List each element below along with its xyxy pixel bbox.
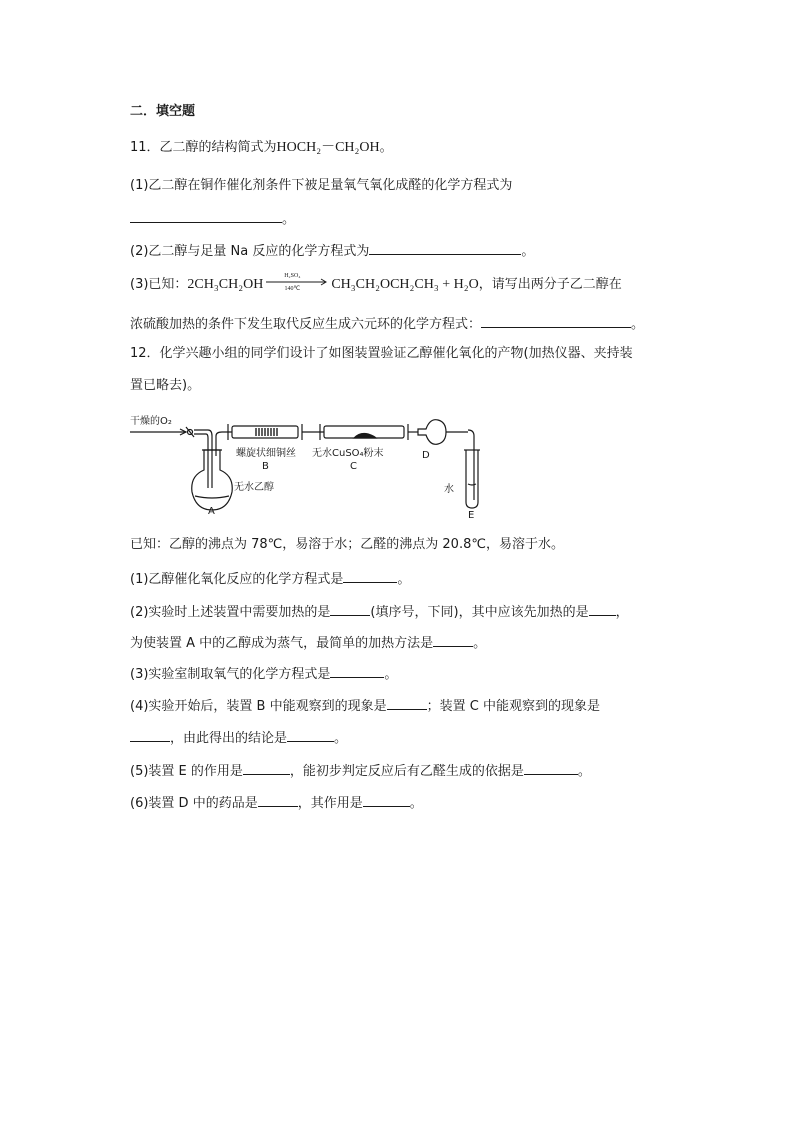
q11-part3-line2 [130, 314, 644, 334]
q12-part4-line2 [130, 728, 347, 748]
label-ethanol: 无水乙醇 [234, 482, 274, 493]
q12-part4-line2-text: ，由此得出的结论是 [170, 731, 288, 746]
q12-part5 [130, 761, 591, 781]
q11-part1-end: 。 [282, 212, 296, 227]
q12-part2-blank-2[interactable] [589, 602, 616, 616]
q12-part5-blank-1[interactable] [243, 761, 290, 775]
reaction-condition-top: H₂SO₄ [284, 273, 301, 279]
q12-part3-answer-blank[interactable] [330, 664, 384, 678]
q12-part2-text-a: (2)实验时上述装置中需要加热的是 [130, 605, 331, 620]
reaction-condition-bottom: 140℃ [284, 286, 301, 292]
label-copper: 螺旋状细铜丝 [236, 448, 296, 459]
q12-part6-text-b: ，其作用是 [297, 796, 363, 811]
q11-part2-text: (2)乙二醇与足量 Na 反应的化学方程式为 [130, 244, 370, 259]
q12-known: 已知：乙醇的沸点为 78℃，易溶于水；乙醛的沸点为 20.8℃，易溶于水。 [130, 537, 564, 552]
copper-coil [256, 428, 277, 436]
q11-stem [130, 139, 393, 157]
label-e: E [468, 510, 475, 518]
q12-part4-end: 。 [334, 731, 348, 746]
q11-part2 [130, 241, 534, 261]
label-a: A [208, 506, 215, 517]
label-b: B [262, 461, 269, 472]
q12-part5-text-b: ，能初步判定反应后有乙醛生成的依据是 [289, 764, 524, 779]
q11-structure-formula: HOCH₂－CH₂OH [276, 140, 380, 155]
q12-part2-line2-text: 为使装置 A 中的乙醇成为蒸气，最简单的加热方法是 [130, 636, 434, 651]
q12-part2 [130, 602, 629, 622]
label-cuso4: 无水CuSO₄粉末 [312, 448, 384, 459]
flask-a-liquid [195, 496, 229, 498]
q11-stem-suffix: 。 [379, 140, 393, 155]
q11-part3-reactant: 2CH₃CH₂OH [187, 277, 264, 292]
label-c: C [350, 461, 357, 472]
q12-part4-blank-2[interactable] [130, 728, 170, 742]
q12-part2-text-b: (填序号，下同)，其中应该先加热的是 [370, 605, 589, 620]
q12-part3 [130, 664, 397, 684]
inlet-tube [194, 430, 212, 488]
q12-part1 [130, 569, 410, 589]
label-water: 水 [444, 484, 454, 495]
q12-part6 [130, 793, 423, 813]
q11-part3-suffix: ，请写出两分子乙二醇在 [478, 277, 622, 292]
q11-stem-prefix: 11．乙二醇的结构简式为 [130, 140, 277, 155]
q12-part6-blank-1[interactable] [258, 793, 298, 807]
q12-part5-blank-2[interactable] [524, 761, 578, 775]
q12-part4-text-b: ；装置 C 中能观察到的现象是 [426, 699, 600, 714]
q12-part5-end: 。 [577, 764, 591, 779]
label-d: D [422, 450, 430, 461]
label-o2: 干燥的O₂ [130, 416, 172, 427]
q12-stem-line2: 置已略去)。 [130, 378, 201, 393]
reaction-arrow [266, 273, 328, 292]
q12-part4-blank-1[interactable] [387, 696, 427, 710]
test-tube-water [468, 484, 476, 485]
q12-part6-text-a: (6)装置 D 中的药品是 [130, 796, 258, 811]
q12-part2-end: 。 [473, 636, 487, 651]
reaction-arrow-icon [266, 278, 328, 286]
q12-part5-text-a: (5)装置 E 的作用是 [130, 764, 243, 779]
q12-part6-end: 。 [409, 796, 423, 811]
q12-part2-blank-1[interactable] [330, 602, 370, 616]
q12-part2-blank-3[interactable] [433, 633, 473, 647]
q12-part1-end: 。 [397, 572, 411, 587]
q12-part4-text-a: (4)实验开始后，装置 B 中能观察到的现象是 [130, 699, 387, 714]
q12-part4-blank-3[interactable] [287, 728, 334, 742]
q12-part1-answer-blank[interactable] [343, 569, 397, 583]
q12-part6-blank-2[interactable] [363, 793, 410, 807]
section-title: 二．填空题 [130, 104, 196, 119]
q12-part3-end: 。 [384, 667, 398, 682]
q11-part3-product: CH₃CH₂OCH₂CH₃ + H₂O [331, 277, 479, 292]
q11-part3 [130, 273, 622, 294]
q11-part3-end: 。 [631, 317, 645, 332]
q11-part3-answer-blank[interactable] [481, 314, 631, 328]
q11-part3-prefix: (3)已知： [130, 277, 188, 292]
outlet-tube [216, 432, 232, 456]
q11-part2-answer-blank[interactable] [369, 241, 521, 255]
q12-part3-text: (3)实验室制取氧气的化学方程式是 [130, 667, 331, 682]
drying-tube-d [418, 420, 446, 445]
q11-part2-end: 。 [521, 244, 535, 259]
q11-part3-line2-text: 浓硫酸加热的条件下发生取代反应生成六元环的化学方程式： [130, 317, 482, 332]
q12-part4 [130, 696, 600, 716]
apparatus-diagram [128, 410, 490, 518]
q12-part2-end-a: ， [615, 605, 629, 620]
test-tube-e [466, 450, 478, 508]
q11-part1-answer [130, 209, 295, 229]
cuso4-powder [354, 434, 376, 439]
q12-part1-text: (1)乙醇催化氧化反应的化学方程式是 [130, 572, 344, 587]
q12-stem-line1: 12．化学兴趣小组的同学们设计了如图装置验证乙醇催化氧化的产物(加热仪器、夹持装 [130, 346, 633, 361]
q11-part1: (1)乙二醇在铜作催化剂条件下被足量氧气氧化成醛的化学方程式为 [130, 178, 513, 193]
q12-part2-line2 [130, 633, 486, 653]
q11-part1-answer-blank[interactable] [130, 209, 282, 223]
